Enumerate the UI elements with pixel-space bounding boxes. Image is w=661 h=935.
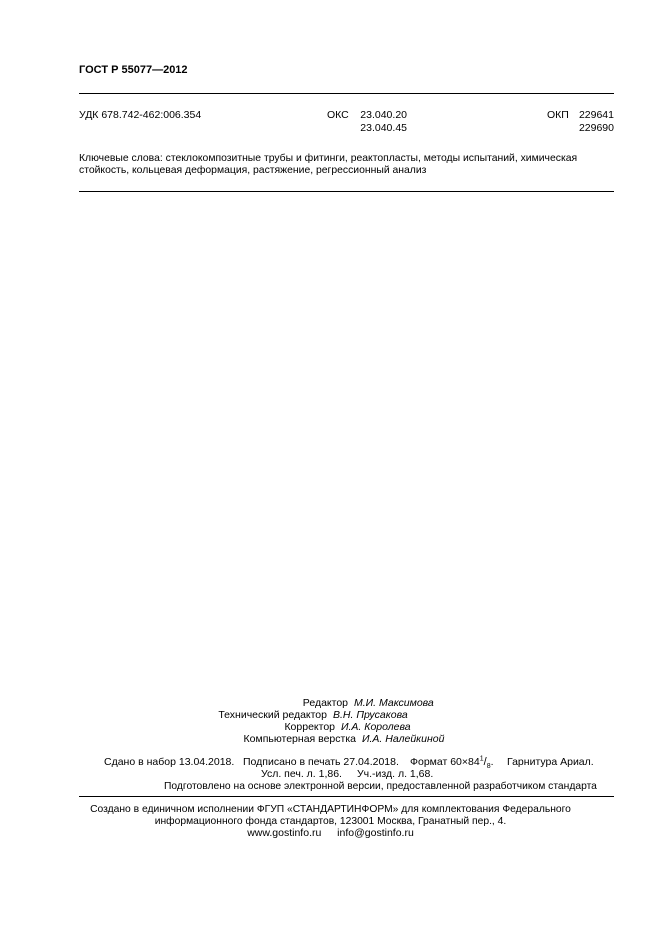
header-divider [79, 93, 614, 94]
imprint-pub-sheets: Уч.-изд. л. 1,68. [357, 768, 434, 780]
oks-label: ОКС [327, 109, 349, 121]
credit-name-layout: И.А. Налейкиной [362, 733, 445, 745]
okp-label: ОКП [547, 109, 569, 121]
imprint-format-sub: 8 [486, 763, 491, 771]
keywords-line-1: Ключевые слова: стеклокомпозитные трубы и фитинги, реактопласты, методы испытаний, химическая [79, 153, 578, 164]
keywords-divider [79, 191, 614, 192]
imprint-signed: Подписано в печать 27.04.2018. [243, 756, 399, 768]
imprint-format: Формат $60\times 84^1/_8$. [410, 755, 494, 771]
credit-name-corrector: И.А. Королева [341, 721, 411, 733]
credit-role-layout: Компьютерная верстка [243, 733, 356, 745]
oks-value-2: 23.040.45 [360, 122, 407, 134]
imprint-format-suffix: . [490, 756, 494, 768]
imprint-divider [79, 796, 614, 797]
imprint-format-prefix: Формат 60×84 [410, 756, 480, 768]
udk-code: УДК 678.742-462:006.354 [79, 109, 202, 121]
okp-value-2: 229690 [578, 122, 614, 134]
imprint-typeface: Гарнитура Ариал. [507, 756, 594, 768]
footer-website-link[interactable]: www.gostinfo.ru [247, 827, 322, 839]
okp-value-1: 229641 [578, 109, 614, 121]
imprint-sent: Сдано в набор 13.04.2018. [104, 756, 235, 768]
credit-role-tech-editor: Технический редактор [218, 709, 327, 721]
imprint-format-sup: 1 [479, 755, 484, 763]
footer-contacts [0, 827, 661, 840]
imprint-print-sheets: Усл. печ. л. 1,86. [261, 768, 342, 780]
footer-line-2: информационного фонда стандартов, 123001 Москва, Гранатный пер., 4. [154, 816, 507, 827]
credit-name-editor: М.И. Максимова [354, 697, 434, 709]
credit-role-editor: Редактор [302, 697, 348, 709]
oks-value-1: 23.040.20 [360, 109, 407, 121]
credit-role-corrector: Корректор [284, 721, 335, 733]
footer-email-link[interactable]: info@gostinfo.ru [337, 827, 414, 839]
imprint-prepared: Подготовлено на основе электронной версии, предоставленной разработчиком стандарта [164, 781, 597, 792]
document-code: ГОСТ Р 55077—2012 [79, 64, 188, 76]
credit-name-tech-editor: В.Н. Прусакова [333, 709, 408, 721]
footer-line-1: Создано в единичном исполнении ФГУП «СТАНДАРТИНФОРМ» для комплектования Федерального [90, 804, 571, 815]
keywords-line-2: стойкость, кольцевая деформация, растяжение, регрессионный анализ [79, 165, 427, 176]
